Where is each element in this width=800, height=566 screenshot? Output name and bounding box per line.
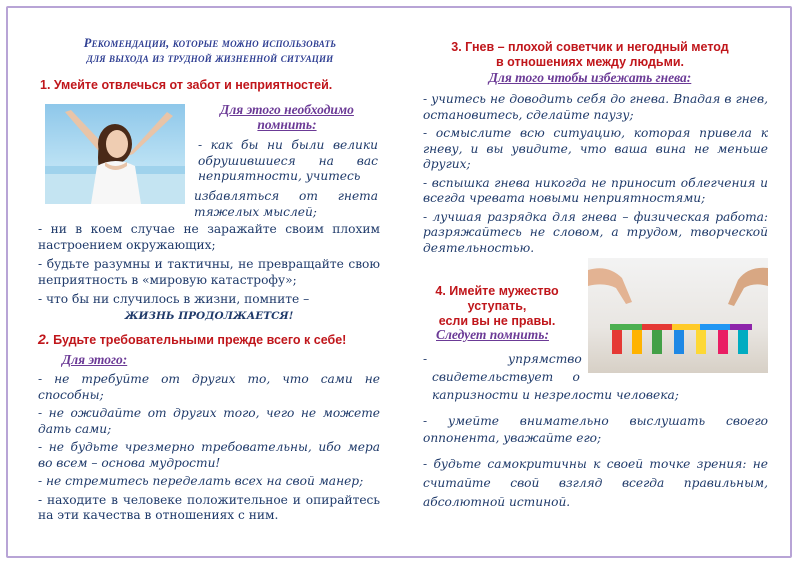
s2-list [38, 372, 380, 524]
title-line-2: для выхода из трудной жизненной ситуации [86, 51, 334, 65]
s3-heading-line-2: в отношениях между людьми. [496, 55, 684, 69]
list-item: - вспышка гнева никогда не приносит облегчения и всегда чревата новыми неприятностями; [423, 175, 768, 205]
s4-item-3: - будьте самокритичны к своей точке зрения: не считайте свой взгляд всегда правильным, абсолютной истиной. [423, 457, 768, 509]
s1-item-2: - ни в коем случае не заражайте своим плохим настроением окружающих; [38, 222, 380, 252]
s4-heading-line-2: уступать, [467, 299, 527, 313]
s2-number: 2. [38, 331, 50, 347]
list-item: - лучшая разрядка для гнева – физическая работа: разряжайтесь не словом, а трудом, творческой деятельностью. [423, 209, 768, 255]
s3-list [423, 92, 768, 256]
woman-photo-image [45, 104, 185, 204]
woman-photo [45, 104, 185, 204]
s1-item-4 [38, 292, 380, 324]
section-1-subheading [198, 102, 376, 132]
section-3-subheading: Для того чтобы избежать гнева: [488, 70, 692, 85]
s1-sub-line-1: Для этого необходимо [220, 102, 354, 117]
s4-item-1-dash: - [423, 352, 428, 366]
s1-item-1-part-1: - как бы ни были велики обрушившиеся на вас неприятности, учитесь [198, 138, 378, 183]
list-item: - не ожидайте от других того, чего не можете дать сами; [38, 406, 380, 436]
s1-item-1-part-2: избавляться от гнета тяжелых мыслей; [194, 189, 378, 219]
section-1-heading: 1. Умейте отвлечься от забот и неприятностей. [40, 78, 333, 92]
section-2-heading [38, 331, 380, 347]
s4-heading-line-1: 4. Имейте мужество [435, 284, 559, 298]
s1-item-3: - будьте разумны и тактичны, не превращайте свою неприятность в «мировую катастрофу»; [38, 257, 380, 287]
section-2-subheading: Для этого: [62, 352, 128, 367]
s4-item-1-c: капризности и незрелости человека; [432, 388, 679, 402]
life-goes-on-text: ЖИЗНЬ ПРОДОЛЖАЕТСЯ! [124, 309, 294, 322]
s4-item-1 [423, 352, 768, 402]
list-item: - не стремитесь переделать всех на свой манер; [38, 474, 364, 488]
s4-item-1-a: упрямство [508, 352, 582, 366]
list-item: - не будьте чрезмерно требовательны, ибо мера во всем – основа мудрости! [38, 440, 380, 470]
section-4-heading [422, 284, 572, 329]
section-3-heading [420, 40, 760, 70]
s1-item-4-text: - что бы ни случилось в жизни, помните – [38, 292, 310, 306]
title-line-1: Рекомендации, которые можно использовать [83, 36, 337, 50]
s1-sub-line-2: помнить: [257, 117, 317, 132]
page-title [40, 36, 380, 66]
s2-heading-text: Будьте требовательными прежде всего к себе! [49, 333, 347, 347]
section-4-subheading: Следует помнить: [436, 327, 549, 342]
s3-heading-line-1: 3. Гнев – плохой советчик и негодный метод [451, 40, 729, 54]
list-item: - находите в человеке положительное и опирайтесь на эти качества в отношениях с ним. [38, 492, 380, 522]
s4-heading-line-3: если вы не правы. [438, 314, 556, 328]
list-item: - не требуйте от других то, что сами не способны; [38, 372, 380, 402]
s4-item-1-b: свидетельствует о [432, 370, 580, 384]
list-item: - осмыслите всю ситуацию, которая привела к гневу, и вы увидите, что ваша вина не меньше других; [423, 126, 768, 171]
list-item: - учитесь не доводить себя до гнева. Впадая в гнев, остановитесь, сделайте паузу; [423, 92, 768, 122]
life-goes-on [38, 308, 380, 325]
s4-item-2: - умейте внимательно выслушать своего оппонента, уважайте его; [423, 414, 768, 445]
